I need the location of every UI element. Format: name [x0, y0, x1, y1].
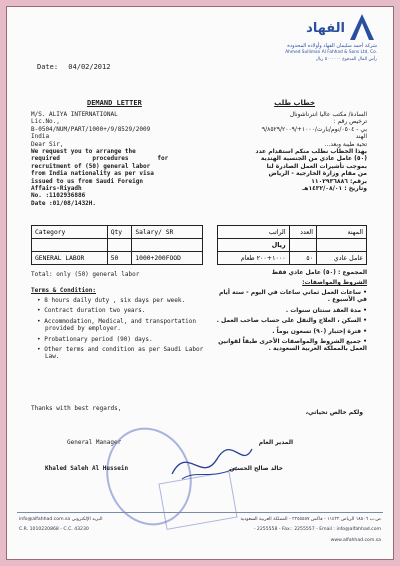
- cell-salary: 1000+200FOOD: [132, 252, 203, 265]
- term-item-ar: • السكن ، العلاج والنقل على حساب صاحب العمل .: [216, 317, 367, 325]
- body-line: No. :1102936886: [31, 192, 86, 200]
- body-line-ar: الهند: [355, 133, 367, 141]
- terms-heading-ar: الشروط والمواصفات:: [302, 279, 367, 286]
- body-line: issued to us from Saudi Foreign: [31, 177, 143, 185]
- body-line: India: [31, 133, 50, 141]
- body-line: Date :01/08/1432H.: [31, 199, 97, 207]
- body-line: recruitment of (50) general labor: [31, 162, 151, 170]
- cell-category: GENERAL LABOR: [32, 252, 108, 265]
- term-item: • Contract duration two years.: [37, 307, 146, 315]
- date-label: Date:: [37, 63, 59, 71]
- col-header-qty: Qty: [107, 226, 132, 239]
- body-line: We request you to arrange the: [31, 148, 136, 156]
- body-line-ar: بي - ٠٥٠٤/نوم/بارت/١٠٠٠+/٩/٨٥٢٩/٢٠٠٩: [261, 125, 367, 133]
- col-header-salary: Salary/ SR: [132, 226, 203, 239]
- body-line-ar: من مقام وزارة الخارجية - الرياض: [268, 170, 367, 178]
- body-line-ar: بموجب تأشيرات العمل الصادرة لنا: [266, 162, 367, 170]
- date-value: 04/02/2012: [68, 63, 111, 71]
- title-ar: خطاب طلب: [274, 99, 315, 107]
- body-line-ar: بهذا الخطاب نطلب منكم استقدام عدد: [255, 148, 367, 156]
- company-name-ar: شركة أحمد سليمان الفهاد وأولاده المحدودة: [287, 43, 377, 49]
- footer-contact: - 2255558 - Fax.: 2255557 - Email : info@alfahhad.com: [253, 527, 381, 532]
- footer-website: www.alfahhad.com.sa: [330, 538, 381, 543]
- logo-word: الفهاد: [306, 21, 345, 36]
- letter-body-en: [31, 111, 209, 207]
- cell-count: ٥٠: [289, 252, 316, 265]
- footer-address-ar: ص.ب ١٨٥٠٦ الرياض ١١٤٢٢ - فاكس ٢٢٥٥٥٥٧ - المملكة العربية السعودية: [240, 517, 381, 522]
- thanks-en: Thanks with best regards,: [31, 405, 122, 412]
- terms-list-en: [37, 297, 205, 364]
- signature-icon: [167, 439, 257, 489]
- col-header-count: العدد: [289, 226, 316, 239]
- date-line: [37, 63, 110, 72]
- body-line: M/S. ALIYA INTERNATIONAL: [31, 111, 118, 118]
- cell-qty: 50: [107, 252, 132, 265]
- body-line-ar: ترخيص رقم :: [333, 118, 367, 126]
- body-line: Lic.No.,: [31, 118, 60, 126]
- col-header-wage: الراتب: [218, 226, 290, 239]
- total-ar: المجموع : (٥٠) عامل عادي فقط: [271, 269, 367, 276]
- role-en: General Manager: [67, 439, 122, 446]
- term-item-ar: • مدة العقد سنتان سنوات .: [285, 306, 367, 314]
- col-header-category: Category: [32, 226, 108, 239]
- signatory-name-ar: خالد صالح الحسين: [229, 465, 283, 472]
- terms-heading-en: Terms & Condition:: [31, 287, 97, 294]
- col-header-profession: المهنة: [316, 226, 366, 239]
- term-item: • Other terms and condition as per Saudi Labor Law.: [37, 346, 204, 361]
- term-item-ar: • ساعات العمل ثماني ساعات في اليوم - ستة أيام في الأسبوع .: [219, 289, 367, 304]
- paid-capital: رأس المال المدفوع ٥٠٠٠٠٠٠ ريال: [315, 57, 377, 62]
- term-item: • Probationary period (90) days.: [37, 335, 153, 343]
- company-logo: [261, 13, 381, 71]
- total-en: Total: only (50) general labor: [31, 271, 140, 278]
- body-line-ar: السادة/ مكتب عاليا انترناشونال: [289, 111, 367, 118]
- body-line: B-0504/NUM/PART/1000+/9/8529/2009: [31, 125, 151, 133]
- letter-body-ar: [207, 111, 367, 192]
- letter-paper: [6, 6, 394, 560]
- term-item-ar: • جميع الشروط والمواصفات الأخرى طبقاً لقوانين العمل بالمملكة العربية السعودية .: [218, 338, 367, 353]
- body-line: from India nationality as per visa: [31, 170, 154, 178]
- title-en: DEMAND LETTER: [87, 99, 142, 107]
- logo-a-icon: [349, 13, 375, 41]
- labor-table-ar: [217, 225, 367, 265]
- company-name-en: Ahmed Sulliman Al Fahhad & Sons Ltd, Co.: [285, 50, 377, 55]
- footer-divider: [17, 512, 383, 513]
- term-item: • Accommodation, Medical, and transportation provided by employer.: [37, 317, 196, 333]
- body-line-ar: (٥٠) عامل عادي من الجنسية الهندية: [260, 155, 367, 163]
- labor-table-en: [31, 225, 203, 265]
- signatory-name-en: Khaled Saleh Al Hussein: [45, 465, 129, 472]
- role-ar: المدير العام: [258, 439, 293, 446]
- body-line: Affairs-Riyadh: [31, 185, 82, 193]
- cell-profession: عامل عادي: [316, 252, 366, 265]
- body-line-ar: تحية طيبة وبعد...: [324, 140, 367, 148]
- thanks-ar: ولكم خالص تحياتي،: [305, 409, 363, 416]
- term-item-ar: • فترة إختبار (٩٠) تسعون يوماً .: [272, 327, 367, 335]
- currency-label: ريال: [218, 239, 290, 252]
- body-line-ar: برقم: ١١٠٢٩٣٦٨٨٦: [311, 177, 367, 185]
- term-item: • 8 hours daily duty , six days per week.: [37, 297, 186, 304]
- body-line: Dear Sir,: [31, 140, 64, 148]
- body-line-ar: وتاريخ : ١٤٣٢/٠٨/٠١هـ: [302, 185, 367, 193]
- footer-email: info@alfahhad.com.sa البريد الإلكتروني: [19, 517, 103, 522]
- body-line: required procedures for: [31, 155, 169, 163]
- terms-list-ar: [207, 289, 367, 356]
- cell-wage: ١٠٠٠+٢٠٠ طعام: [218, 252, 290, 265]
- footer-cr: C.R. 1010220868 - C.C. 43230: [19, 527, 89, 532]
